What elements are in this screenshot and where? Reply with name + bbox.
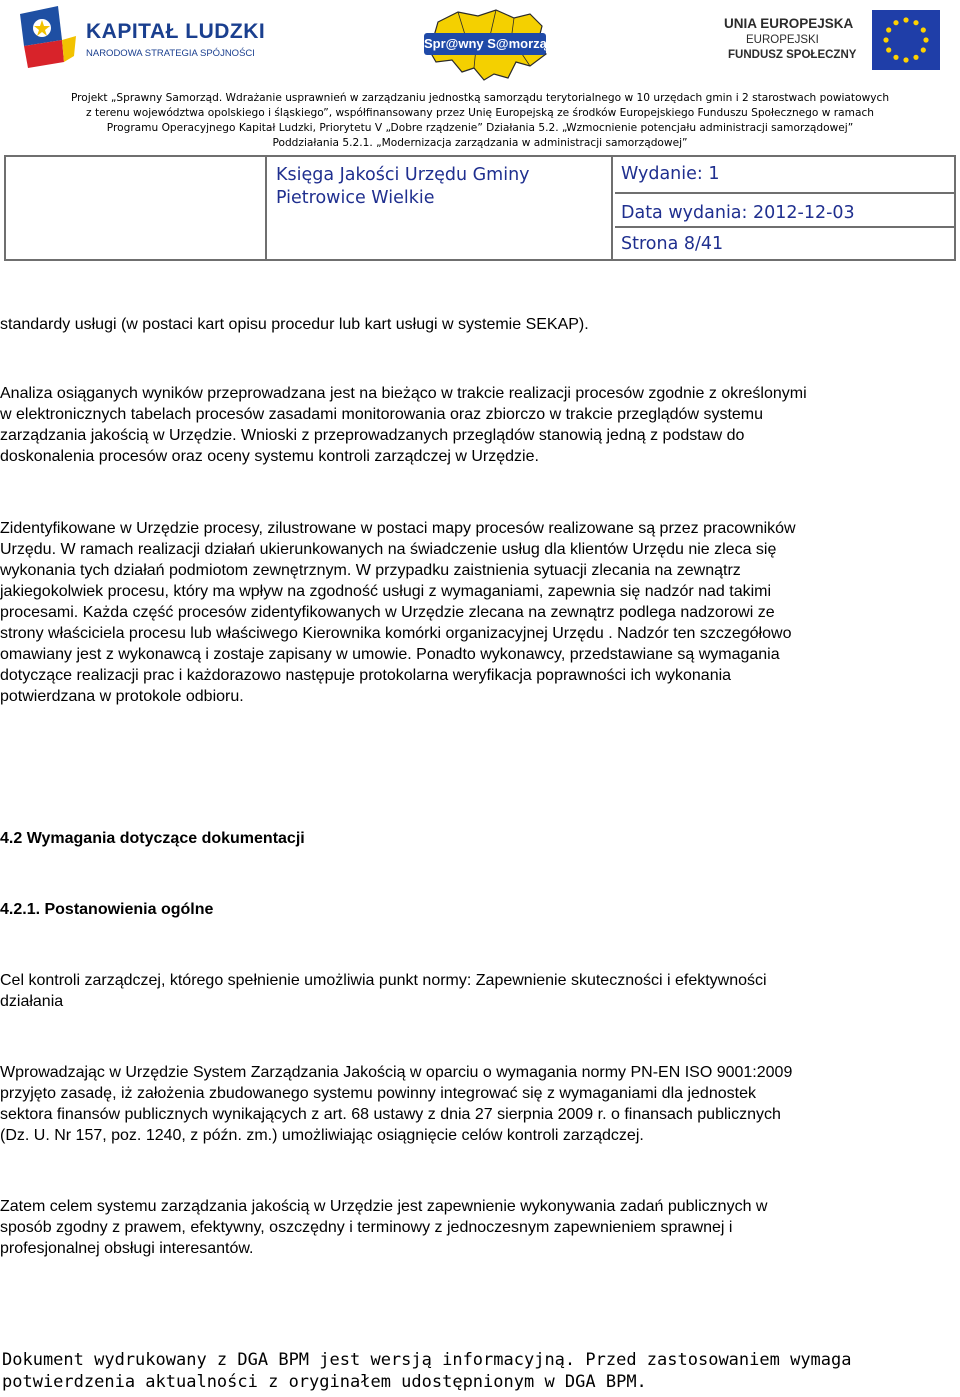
paragraph-line: Zidentyfikowane w Urzędzie procesy, zilustrowane w postaci mapy procesów realizowane są przez pracowników (0, 520, 796, 537)
section-heading-4-2 (0, 828, 960, 849)
header-title-cell (269, 157, 613, 259)
project-description-line: z terenu województwa opolskiego i śląskiego”, współfinansowany przez Unię Europejską ze środków Europejskiego Funduszu Społecznego w ramach (86, 107, 874, 119)
paragraph-wprowadzajac (0, 1062, 960, 1146)
paragraph-line: (Dz. U. Nr 157, poz. 1240, z późn. zm.) umożliwiając osiągnięcie celów kontroli zarządczej. (0, 1127, 644, 1144)
paragraph-analiza (0, 383, 960, 467)
paragraph-zidentyfikowane (0, 518, 960, 707)
kapital-ludzki-subtitle: NARODOWA STRATEGIA SPÓJNOŚCI (86, 48, 255, 59)
document-header-table (4, 155, 956, 261)
sprawny-samorzad-label: Spr@wny S@morząd (424, 33, 546, 55)
footer-line: Dokument wydrukowany z DGA BPM jest wersją informacyjną. Przed zastosowaniem wymaga (2, 1350, 852, 1370)
paragraph-standardy (0, 314, 960, 335)
paragraph-line: omawiany jest z wykonawcą i zostaje zapisany w umowie. Ponadto wykonawcy, przedstawiane są wymagania (0, 646, 780, 663)
paragraph-line: sposób zgodny z prawem, efektywny, oszczędny i terminowy z jednoczesnym zapewnieniem sprawnej i (0, 1219, 733, 1236)
sprawny-samorzad-logo (418, 8, 555, 82)
header-empty-cell (6, 157, 267, 259)
paragraph-line: Wprowadzając w Urzędzie System Zarządzania Jakością w oparciu o wymagania normy PN-EN ISO 9001:2009 (0, 1064, 793, 1081)
kapital-ludzki-flag-icon (18, 6, 78, 68)
paragraph-line: w elektronicznych tabelach procesów zasadami monitorowania oraz zbiorczo w trakcie przeglądów systemu (0, 406, 764, 423)
eu-title: UNIA EUROPEJSKA (724, 16, 854, 31)
paragraph-zatem (0, 1196, 960, 1259)
eu-logo (724, 10, 940, 72)
footer-line: potwierdzenia aktualności z oryginałem udostępnionym w DGA BPM. (2, 1372, 647, 1392)
document-title-line1: Księga Jakości Urzędu Gminy (276, 165, 530, 185)
logo-bar (0, 0, 960, 88)
eu-subtitle-1: EUROPEJSKI (746, 34, 819, 46)
eu-flag-icon (872, 10, 940, 70)
heading-text: 4.2.1. Postanowienia ogólne (0, 901, 214, 918)
paragraph-line: Cel kontroli zarządczej, którego spełnienie umożliwia punkt normy: Zapewnienie skuteczności i efektywności (0, 972, 767, 989)
paragraph-line: wykonania tych działań podmiotom zewnętrznym. W przypadku zaistnienia sytuacji zlecania na zewnątrz (0, 562, 741, 579)
header-meta-cell (615, 157, 954, 259)
eu-subtitle-2: FUNDUSZ SPOŁECZNY (728, 49, 857, 61)
paragraph-line: potwierdzana w protokole odbioru. (0, 688, 244, 705)
paragraph-line: przyjęto zasadę, iż założenia zbudowanego systemu powinny integrować się z wymaganiami dla jednostek (0, 1085, 756, 1102)
paragraph-line: Analiza osiąganych wyników przeprowadzana jest na bieżąco w trakcie realizacji procesów zgodnie z określonymi (0, 385, 807, 402)
paragraph-line: dotyczące realizacji prac i każdorazowo następuje protokolarna weryfikacja poprawności ich wykonania (0, 667, 732, 684)
page-number-cell: Strona 8/41 (615, 226, 954, 259)
paragraph-line: standardy usługi (w postaci kart opisu procedur lub kart usługi w systemie SEKAP). (0, 316, 589, 333)
paragraph-line: procesami. Każda część procesów zidentyfikowanych w Urzędzie zlecana na zewnątrz podlega nadzorowi ze (0, 604, 775, 621)
heading-text: 4.2 Wymagania dotyczące dokumentacji (0, 830, 305, 847)
project-description-line: Programu Operacyjnego Kapitał Ludzki, Priorytetu V „Dobre rządzenie” Działania 5.2. „Wzmocnienie potencjału administracji samorządowej” (106, 122, 854, 134)
paragraph-line: jakiegokolwiek procesu, który ma wpływ na zgodność usługi z wymaganiami, zapewnia się nadzór nad takimi (0, 583, 772, 600)
paragraph-line: Zatem celem systemu zarządzania jakością w Urzędzie jest zapewnienie wykonywania zadań publicznych w (0, 1198, 768, 1215)
project-description (0, 91, 960, 151)
paragraph-line: zarządzania jakością w Urzędzie. Wnioski z przeprowadzanych przeglądów stanowią jedną z podstaw do (0, 427, 745, 444)
paragraph-line: działania (0, 993, 64, 1010)
footer-note (2, 1349, 960, 1393)
paragraph-cel-kontroli (0, 970, 960, 1012)
paragraph-line: profesjonalnej obsługi interesantów. (0, 1240, 254, 1257)
edition-cell: Wydanie: 1 (621, 164, 720, 184)
section-heading-4-2-1 (0, 899, 960, 920)
project-description-line: Poddziałania 5.2.1. „Modernizacja zarządzania w administracji samorządowej” (272, 137, 688, 149)
paragraph-line: strony właściciela procesu lub właściwego Kierownika komórki organizacyjnej Urzędu . Nadzór ten szczegółowo (0, 625, 792, 642)
kapital-ludzki-logo (18, 6, 266, 68)
paragraph-line: Urzędu. W ramach realizacji działań ukierunkowanych na świadczenie usług dla klientów Urzędu nie zleca się (0, 541, 777, 558)
kapital-ludzki-title: KAPITAŁ LUDZKI (86, 20, 266, 43)
issue-date-cell: Data wydania: 2012-12-03 (615, 192, 954, 226)
paragraph-line: doskonalenia procesów oraz oceny systemu kontroli zarządczej w Urzędzie. (0, 448, 539, 465)
paragraph-line: sektora finansów publicznych wynikających z art. 68 ustawy z dnia 27 sierpnia 2009 r. o finansach publicznych (0, 1106, 781, 1123)
project-description-line: Projekt „Sprawny Samorząd. Wdrażanie usprawnień w zarządzaniu jednostką samorządu terytorialnego w 10 urzędach gmin i 2 starostwach powiatowych (70, 92, 890, 104)
document-title-line2: Pietrowice Wielkie (276, 188, 435, 208)
